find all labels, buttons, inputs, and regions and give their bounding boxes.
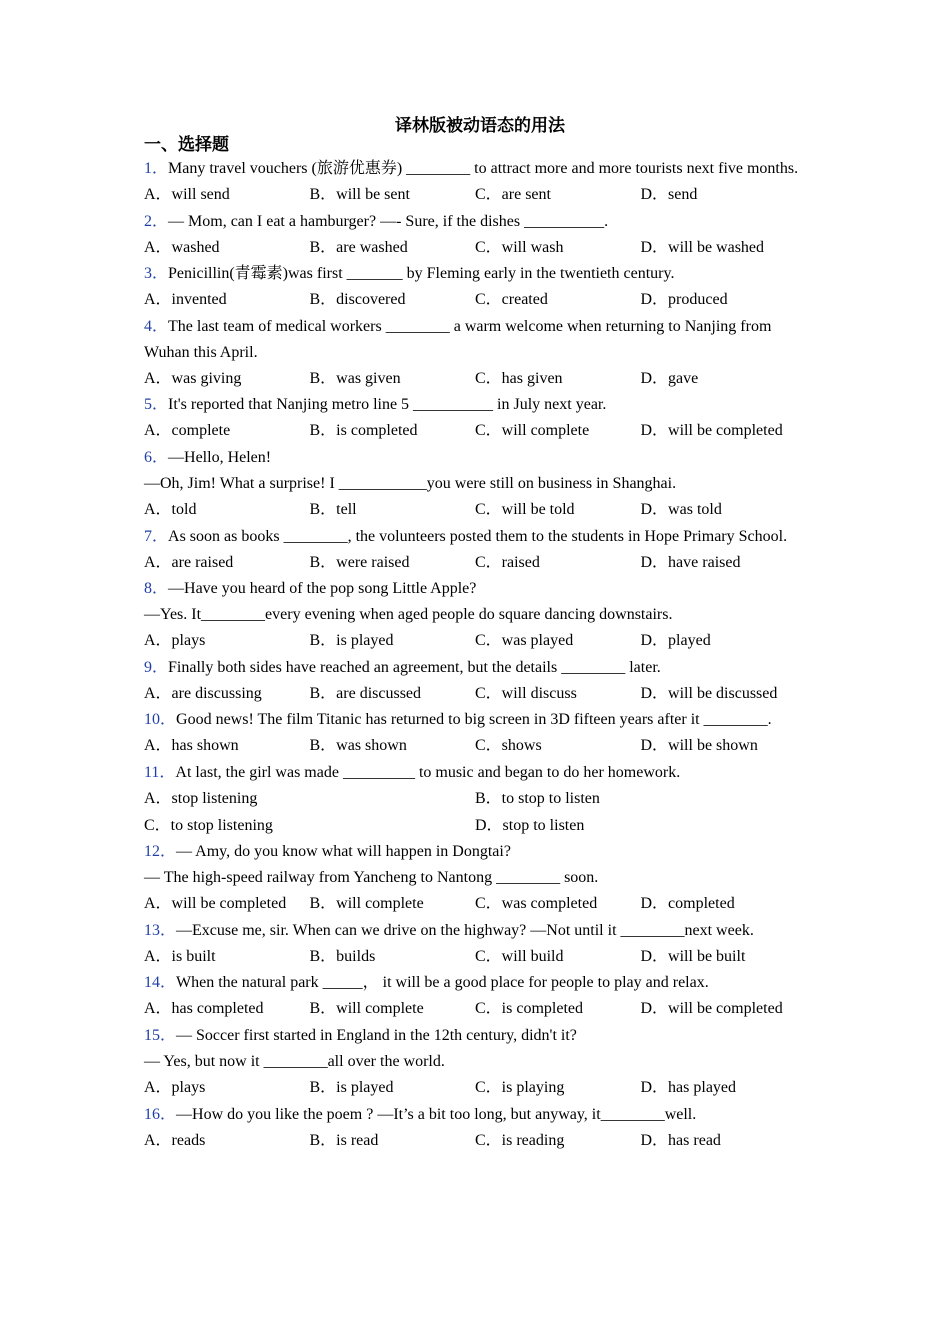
question-text: —Excuse me, sir. When can we drive on the highway? —Not until it ________next week. bbox=[176, 921, 754, 939]
answer-option-c[interactable]: C．has given bbox=[475, 369, 563, 387]
answer-option-d[interactable]: D．will be completed bbox=[640, 422, 783, 440]
answer-option-a[interactable]: A．plays bbox=[144, 1078, 206, 1096]
answer-option-d[interactable]: D．produced bbox=[640, 291, 728, 309]
question-stem-line bbox=[144, 209, 806, 235]
question-number: 9． bbox=[144, 658, 169, 676]
answer-option-c[interactable]: C．is completed bbox=[475, 1000, 583, 1018]
answer-option-d[interactable]: D．will be discussed bbox=[640, 684, 778, 702]
question-text: When the natural park _____， it will be a good place for people to play and relax. bbox=[176, 974, 709, 992]
answer-options bbox=[144, 550, 806, 577]
answer-options bbox=[144, 497, 806, 524]
answer-option-a[interactable]: A．are discussing bbox=[144, 684, 262, 702]
answer-option-d[interactable]: D．will be shown bbox=[640, 737, 758, 755]
answer-option-a[interactable]: A．has shown bbox=[144, 737, 239, 755]
question-number: 8． bbox=[144, 580, 169, 598]
question-stem-line bbox=[144, 865, 806, 891]
question-text: —How do you like the poem ? —It’s a bit too long, but anyway, it________well. bbox=[176, 1105, 697, 1123]
answer-options bbox=[144, 1128, 806, 1155]
question-text: — The high-speed railway from Yancheng to Nantong ________ soon. bbox=[144, 869, 599, 887]
question-number: 2． bbox=[144, 212, 169, 230]
answer-option-d[interactable]: D．send bbox=[640, 186, 698, 203]
answer-option-b[interactable]: B．are discussed bbox=[309, 684, 422, 702]
answer-option-a[interactable]: A．plays bbox=[144, 632, 206, 650]
question-text: —Have you heard of the pop song Little Apple? bbox=[168, 580, 477, 598]
question-3 bbox=[144, 261, 806, 314]
question-text: —Oh, Jim! What a surprise! I ___________you were still on business in Shanghai. bbox=[144, 474, 677, 492]
question-number: 4． bbox=[144, 317, 169, 335]
answer-option-b[interactable]: B．will complete bbox=[309, 895, 424, 913]
answer-option-d[interactable]: D．will be washed bbox=[640, 238, 765, 256]
answer-option-c[interactable]: C．raised bbox=[475, 553, 540, 571]
question-stem-line bbox=[144, 839, 806, 865]
question-9 bbox=[144, 655, 806, 708]
question-stem-line bbox=[144, 261, 806, 287]
question-stem-line bbox=[144, 655, 806, 681]
answer-option-a[interactable]: A．was giving bbox=[144, 369, 242, 387]
question-text: — Yes, but now it ________all over the world. bbox=[144, 1052, 445, 1070]
answer-option-c[interactable]: C．shows bbox=[475, 737, 542, 755]
answer-options bbox=[144, 1075, 806, 1102]
answer-option-d[interactable]: D．played bbox=[640, 632, 711, 650]
answer-option-c[interactable]: C．to stop listening bbox=[144, 816, 273, 834]
question-number: 3． bbox=[144, 265, 169, 283]
question-number: 1． bbox=[144, 160, 169, 177]
answer-option-d[interactable]: D．gave bbox=[640, 369, 699, 387]
question-text: — Mom, can I eat a hamburger? —- Sure, if the dishes __________. bbox=[168, 212, 609, 230]
answer-option-d[interactable]: D．will be built bbox=[640, 947, 746, 965]
question-number: 5． bbox=[144, 396, 169, 414]
question-15 bbox=[144, 1023, 806, 1102]
answer-option-c[interactable]: C．will build bbox=[475, 947, 564, 965]
answer-options bbox=[144, 235, 806, 262]
answer-option-d[interactable]: D．have raised bbox=[640, 553, 741, 571]
answer-option-d[interactable]: D．has played bbox=[640, 1078, 737, 1096]
answer-option-b[interactable]: B．builds bbox=[309, 947, 376, 965]
question-stem-line bbox=[144, 918, 806, 944]
answer-option-b[interactable]: B．tell bbox=[309, 500, 357, 518]
question-stem-line bbox=[144, 707, 806, 733]
question-13 bbox=[144, 918, 806, 971]
question-4 bbox=[144, 314, 806, 393]
answer-options bbox=[144, 418, 806, 445]
answer-option-b[interactable]: B．was shown bbox=[309, 737, 407, 755]
answer-option-a[interactable]: A．is built bbox=[144, 947, 216, 965]
answer-option-c[interactable]: C．will be told bbox=[475, 500, 575, 518]
question-stem-line bbox=[144, 524, 806, 550]
answer-option-d[interactable]: D．was told bbox=[640, 500, 722, 518]
answer-option-a[interactable]: A．complete bbox=[144, 422, 231, 440]
question-stem-line bbox=[144, 392, 806, 418]
question-number: 16． bbox=[144, 1105, 177, 1123]
answer-option-a[interactable]: A．has completed bbox=[144, 1000, 264, 1018]
question-number: 11． bbox=[144, 763, 176, 781]
answer-option-a[interactable]: A．reads bbox=[144, 1131, 206, 1149]
question-text: —Yes. It________every evening when aged people do square dancing downstairs. bbox=[144, 606, 673, 624]
question-2 bbox=[144, 209, 806, 262]
answer-option-d[interactable]: D．has read bbox=[640, 1131, 721, 1149]
answer-option-c[interactable]: C．will wash bbox=[475, 238, 564, 256]
answer-option-d[interactable]: D．stop to listen bbox=[475, 816, 585, 834]
question-text: The last team of medical workers ________ a warm welcome when returning to Nanjing from Wuhan this April. bbox=[144, 317, 772, 361]
question-stem-line bbox=[144, 602, 806, 628]
answer-options bbox=[144, 681, 806, 708]
question-number: 12． bbox=[144, 843, 177, 861]
question-text: As soon as books ________, the volunteers posted them to the students in Hope Primary School. bbox=[168, 527, 788, 545]
section-heading: 一、选择题 bbox=[144, 135, 229, 155]
question-list bbox=[144, 156, 806, 1154]
question-number: 10． bbox=[144, 711, 177, 729]
question-7 bbox=[144, 524, 806, 577]
question-number: 15． bbox=[144, 1026, 177, 1044]
answer-option-b[interactable]: B．are washed bbox=[309, 238, 408, 256]
answer-options bbox=[144, 287, 806, 314]
answer-option-c[interactable]: C．will discuss bbox=[475, 684, 577, 702]
question-stem-line bbox=[144, 156, 806, 182]
question-text: Finally both sides have reached an agreement, but the details ________ later. bbox=[168, 658, 661, 676]
answer-options bbox=[144, 786, 806, 839]
question-stem-line bbox=[144, 445, 806, 471]
answer-option-a[interactable]: A．are raised bbox=[144, 553, 234, 571]
question-stem-line bbox=[144, 314, 806, 366]
answer-option-d[interactable]: D．will be completed bbox=[640, 1000, 783, 1018]
question-stem-line bbox=[144, 1049, 806, 1075]
answer-option-b[interactable]: B．discovered bbox=[309, 291, 406, 309]
question-number: 14． bbox=[144, 974, 177, 992]
question-14 bbox=[144, 970, 806, 1023]
answer-option-d[interactable]: D．completed bbox=[640, 895, 735, 913]
answer-option-a[interactable]: A．will be completed bbox=[144, 895, 287, 913]
answer-option-b[interactable]: B．were raised bbox=[309, 553, 410, 571]
question-11 bbox=[144, 760, 806, 839]
answer-option-a[interactable]: A．stop listening bbox=[144, 789, 258, 807]
document-title: 译林版被动语态的用法 bbox=[395, 116, 565, 136]
answer-option-b[interactable]: B．to stop to listen bbox=[475, 789, 600, 807]
answer-options bbox=[144, 733, 806, 760]
question-number: 7． bbox=[144, 527, 169, 545]
answer-option-c[interactable]: C．is playing bbox=[475, 1078, 565, 1096]
answer-options bbox=[144, 182, 806, 209]
question-stem-line bbox=[144, 970, 806, 996]
answer-option-c[interactable]: C．are sent bbox=[475, 186, 551, 203]
question-16 bbox=[144, 1102, 806, 1155]
answer-option-a[interactable]: A．washed bbox=[144, 238, 220, 256]
answer-option-b[interactable]: B．is played bbox=[309, 632, 394, 650]
question-text: —Hello, Helen! bbox=[168, 448, 272, 466]
question-text: It's reported that Nanjing metro line 5 __________ in July next year. bbox=[168, 396, 607, 414]
question-1 bbox=[144, 156, 806, 209]
question-text: Good news! The film Titanic has returned to big screen in 3D fifteen years after it ________. bbox=[176, 711, 772, 729]
question-12 bbox=[144, 839, 806, 918]
answer-option-b[interactable]: B．will complete bbox=[309, 1000, 424, 1018]
question-stem-line bbox=[144, 471, 806, 497]
answer-options bbox=[144, 366, 806, 393]
question-number: 13． bbox=[144, 921, 177, 939]
question-text: Penicillin(青霉素)was first _______ by Fleming early in the twentieth century. bbox=[168, 265, 675, 283]
answer-option-a[interactable]: A．told bbox=[144, 500, 197, 518]
question-stem-line bbox=[144, 760, 806, 786]
answer-option-b[interactable]: B．was given bbox=[309, 369, 401, 387]
question-stem-line bbox=[144, 1102, 806, 1128]
question-text: — Soccer first started in England in the 12th century, didn't it? bbox=[176, 1026, 577, 1044]
question-10 bbox=[144, 707, 806, 760]
answer-option-c[interactable]: C．is reading bbox=[475, 1131, 565, 1149]
answer-option-a[interactable]: A．invented bbox=[144, 291, 227, 309]
question-number: 6． bbox=[144, 448, 169, 466]
question-stem-line bbox=[144, 1023, 806, 1049]
question-6 bbox=[144, 445, 806, 524]
answer-options bbox=[144, 891, 806, 918]
question-5 bbox=[144, 392, 806, 445]
answer-option-a[interactable]: A．will send bbox=[144, 186, 230, 203]
question-8 bbox=[144, 576, 806, 655]
answer-option-c[interactable]: C．created bbox=[475, 291, 548, 309]
question-stem-line bbox=[144, 576, 806, 602]
answer-options bbox=[144, 944, 806, 971]
answer-options bbox=[144, 628, 806, 655]
answer-option-c[interactable]: C．will complete bbox=[475, 422, 590, 440]
answer-option-b[interactable]: B．is completed bbox=[309, 422, 418, 440]
question-text: At last, the girl was made _________ to music and began to do her homework. bbox=[175, 763, 681, 781]
answer-option-c[interactable]: C．was completed bbox=[475, 895, 598, 913]
worksheet-page bbox=[144, 112, 806, 1154]
question-text: Many travel vouchers (旅游优惠券) ________ to attract more and more tourists next five months. bbox=[168, 160, 799, 177]
answer-option-b[interactable]: B．is played bbox=[309, 1078, 394, 1096]
answer-options bbox=[144, 996, 806, 1023]
answer-option-b[interactable]: B．is read bbox=[309, 1131, 379, 1149]
question-text: — Amy, do you know what will happen in Dongtai? bbox=[176, 843, 511, 861]
answer-option-b[interactable]: B．will be sent bbox=[309, 186, 410, 203]
answer-option-c[interactable]: C．was played bbox=[475, 632, 574, 650]
